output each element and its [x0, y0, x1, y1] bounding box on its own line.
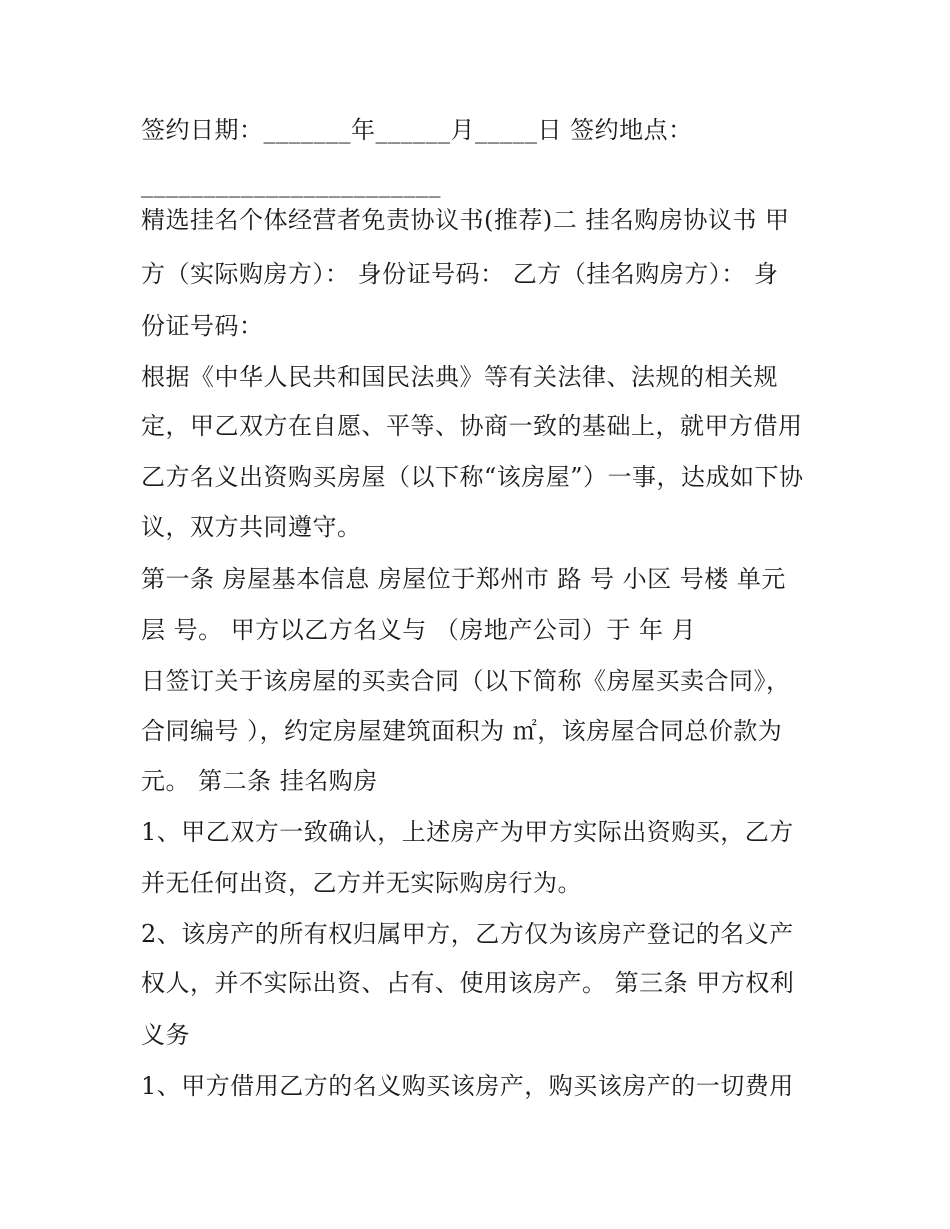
signing-date-location-line: 签约日期：_______年______月_____日 签约地点：	[141, 116, 693, 144]
text-line: 议，双方共同遵守。	[141, 513, 362, 541]
text-line: 乙方名义出资购买房屋（以下称“该房屋”）一事，达成如下协	[141, 463, 804, 491]
text-line: 义务	[141, 1021, 190, 1049]
text-line: 并无任何出资，乙方并无实际购房行为。	[141, 869, 582, 897]
article-3-line: 权人，并不实际出资、占有、使用该房产。 第三条 甲方权利	[141, 969, 795, 997]
article-2-line: 元。 第二条 挂名购房	[141, 767, 378, 795]
signing-location-blank-line: ________________________	[141, 170, 441, 198]
text-line: 日签订关于该房屋的买卖合同（以下简称《房屋买卖合同》，	[141, 667, 791, 695]
text-line: 份证号码：	[141, 312, 264, 340]
title-line: 精选挂名个体经营者免责协议书(推荐)二 挂名购房协议书 甲	[141, 206, 790, 234]
text-line: 方（实际购房方）： 身份证号码： 乙方（挂名购房方）： 身	[141, 260, 779, 288]
text-line: 层 号。 甲方以乙方名义与 （房地产公司）于 年 月	[141, 616, 697, 644]
clause-line: 2、该房产的所有权归属甲方，乙方仅为该房产登记的名义产	[141, 920, 794, 948]
article-1-line: 第一条 房屋基本信息 房屋位于郑州市 路 号 小区 号楼 单元	[141, 565, 786, 593]
text-line: 定，甲乙双方在自愿、平等、协商一致的基础上，就甲方借用	[141, 412, 803, 440]
text-line: 合同编号 ），约定房屋建筑面积为 ㎡，该房屋合同总价款为	[141, 717, 783, 745]
clause-line: 1、甲方借用乙方的名义购买该房产，购买该房产的一切费用	[141, 1072, 794, 1100]
clause-line: 1、甲乙双方一致确认，上述房产为甲方实际出资购买，乙方	[141, 818, 794, 846]
text-line: 根据《中华人民共和国民法典》等有关法律、法规的相关规	[141, 363, 778, 391]
